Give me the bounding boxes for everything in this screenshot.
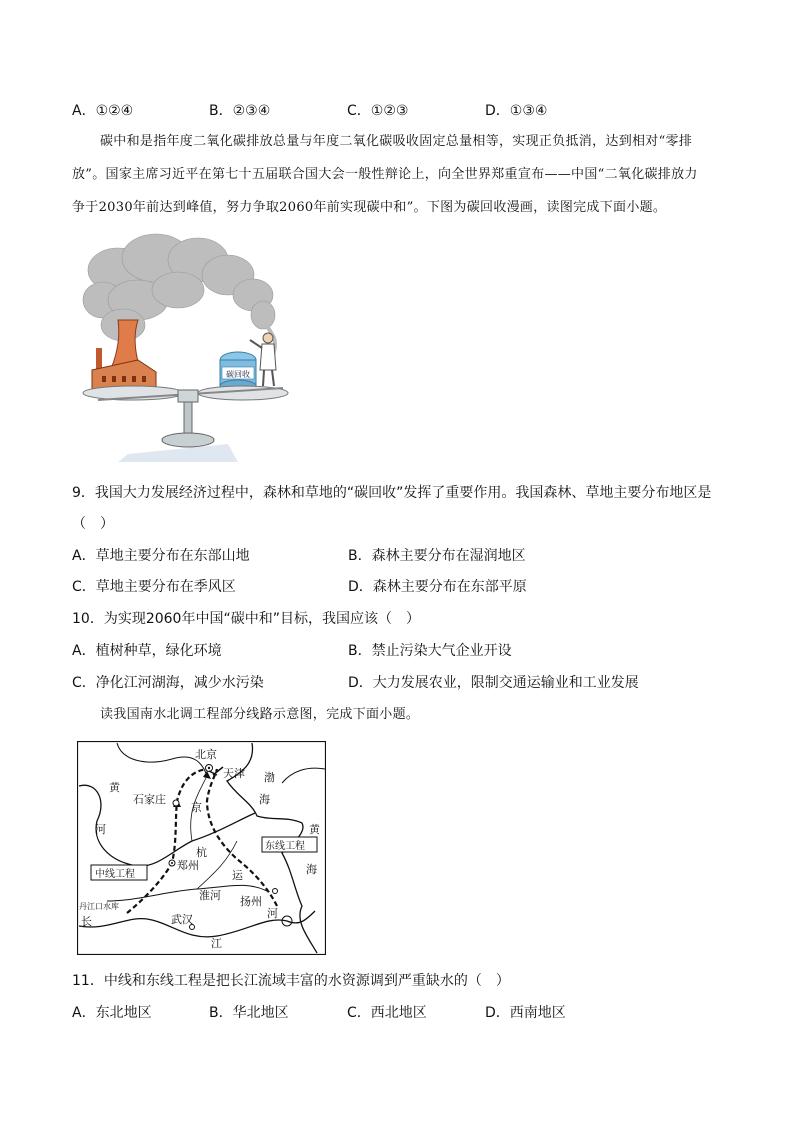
q11-option-c: C．西北地区 bbox=[347, 1005, 427, 1021]
prev-option-a: A．①②④ bbox=[72, 103, 134, 119]
label-huaihe: 淮河 bbox=[199, 889, 221, 902]
label-bohai-1: 渤 bbox=[264, 771, 275, 784]
q9-stem-line1: 9．我国大力发展经济过程中，森林和草地的“碳回收”发挥了重要作用。我国森林、草地主要分布地区是 bbox=[72, 485, 712, 501]
q9-option-a: A．草地主要分布在东部山地 bbox=[72, 548, 250, 564]
prev-option-d: D．①③④ bbox=[485, 103, 548, 119]
q11-option-d: D．西南地区 bbox=[485, 1005, 566, 1021]
q11-option-a: A．东北地区 bbox=[72, 1005, 152, 1021]
label-tianjin: 天津 bbox=[223, 767, 245, 780]
prev-option-b: B．②③④ bbox=[209, 103, 271, 119]
label-beijing: 北京 bbox=[195, 748, 217, 761]
q9-stem-line2: （ ） bbox=[72, 516, 114, 532]
label-hang: 杭 bbox=[196, 846, 207, 859]
q10-option-b: B．禁止污染大气企业开设 bbox=[348, 643, 512, 659]
label-huanghe-1: 黄 bbox=[109, 781, 120, 794]
tank-label: 碳回收 bbox=[226, 370, 250, 379]
label-wuhan: 武汉 bbox=[171, 913, 193, 926]
label-huanghai-2: 海 bbox=[306, 863, 317, 876]
label-middle-line: 中线工程 bbox=[95, 869, 135, 880]
south-north-water-diversion-map bbox=[77, 741, 326, 955]
label-yangzhou: 扬州 bbox=[240, 895, 262, 908]
q11-option-b: B．华北地区 bbox=[209, 1005, 289, 1021]
q10-stem: 10．为实现2060年中国“碳中和”目标，我国应该（ ） bbox=[72, 611, 420, 627]
label-he-canal: 河 bbox=[267, 907, 278, 920]
label-jiang: 江 bbox=[211, 937, 222, 950]
label-jing: 京 bbox=[191, 801, 202, 814]
q10-option-c: C．净化江河湖海，减少水污染 bbox=[72, 675, 264, 691]
label-yun: 运 bbox=[232, 869, 243, 882]
label-danjiangkou: 丹江口水库 bbox=[79, 902, 119, 911]
q11-stem: 11．中线和东线工程是把长江流域丰富的水资源调到严重缺水的（ ） bbox=[72, 973, 510, 989]
label-huanghai-1: 黄 bbox=[309, 823, 320, 836]
label-shijiazhuang: 石家庄 bbox=[133, 793, 166, 806]
intro1-line1: 碳中和是指年度二氧化碳排放总量与年度二氧化碳吸收固定总量相等，实现正负抵消，达到相对“零排 bbox=[100, 134, 693, 149]
q9-option-d: D．森林主要分布在东部平原 bbox=[348, 579, 527, 595]
label-bohai-2: 海 bbox=[259, 793, 270, 806]
label-chang: 长 bbox=[81, 915, 92, 928]
intro1-line2: 放”。国家主席习近平在第七十五届联合国大会一般性辩论上，向全世界郑重宣布——中国“二氧化碳排放力 bbox=[72, 167, 698, 182]
q10-option-d: D．大力发展农业，限制交通运输业和工业发展 bbox=[348, 675, 639, 691]
intro1-line3: 争于2030年前达到峰值，努力争取2060年前实现碳中和”。下图为碳回收漫画，读图完成下面小题。 bbox=[72, 200, 667, 215]
q10-option-a: A．植树种草，绿化环境 bbox=[72, 643, 222, 659]
q9-option-c: C．草地主要分布在季风区 bbox=[72, 579, 236, 595]
intro2: 读我国南水北调工程部分线路示意图，完成下面小题。 bbox=[100, 707, 420, 722]
prev-option-c: C．①②③ bbox=[347, 103, 409, 119]
q9-option-b: B．森林主要分布在湿润地区 bbox=[348, 548, 526, 564]
label-huanghe-2: 河 bbox=[95, 823, 106, 836]
carbon-recycling-cartoon bbox=[78, 230, 310, 464]
label-zhengzhou: 郑州 bbox=[177, 859, 199, 872]
label-east-line: 东线工程 bbox=[265, 841, 305, 852]
